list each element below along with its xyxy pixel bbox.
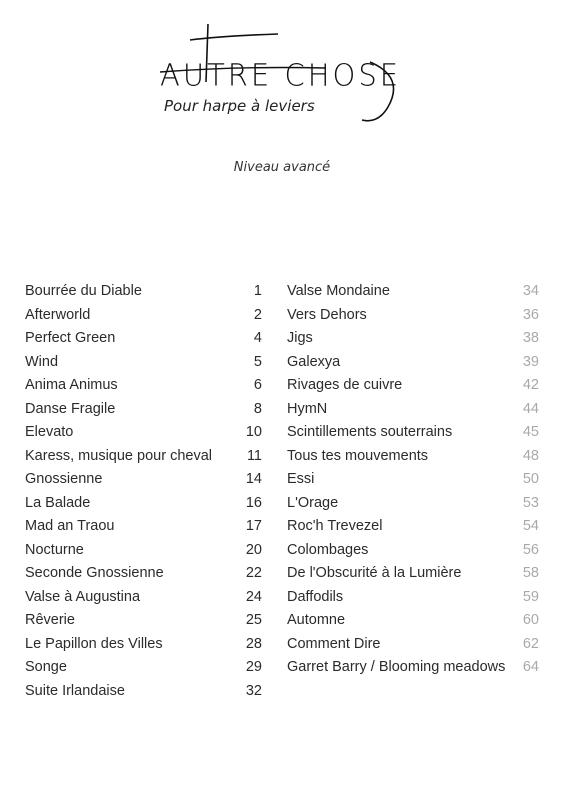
toc-entry-page: 62 [522,635,539,652]
toc-entry [287,304,539,328]
toc-entry-page: 38 [522,330,539,346]
toc-entry-page: 17 [245,518,262,534]
toc-entry-title: Suite Irlandaise [25,682,125,699]
toc-entry-title: Galexya [287,353,341,370]
toc-entry [25,351,262,375]
toc-entry-title: L'Orage [287,494,339,511]
toc-entry-page: 32 [245,682,262,699]
toc-entry-page: 53 [522,494,539,511]
toc-entry-page: 11 [246,447,262,464]
toc-entry [25,327,262,351]
toc-entry-page: 6 [253,377,262,393]
toc-entry-title: Karess, musique pour cheval [25,447,212,464]
toc-entry-page: 45 [522,424,539,440]
toc-entry-page: 25 [245,612,262,628]
toc-entry [287,562,539,586]
toc-entry-page: 29 [245,659,262,675]
toc-entry-title: Anima Animus [25,377,118,393]
toc-entry-title: Rêverie [25,612,75,628]
toc-entry-page: 54 [522,518,539,534]
toc-entry-page: 8 [253,400,262,417]
toc-entry [25,445,262,469]
toc-entry [25,468,262,492]
toc-entry-title: Automne [287,612,346,628]
toc-entry [25,280,262,304]
toc-entry-title: La Balade [25,494,91,511]
toc-entry-title: Comment Dire [287,635,381,652]
toc-entry-title: Danse Fragile [25,400,116,417]
toc-entry-title: Perfect Green [25,330,116,346]
toc-entry-page: 50 [522,471,539,487]
toc-entry [25,304,262,328]
toc-entry [25,374,262,398]
toc-entry-title: Gnossienne [25,471,103,487]
toc-entry-page: 56 [522,541,539,558]
toc-entry-page: 5 [253,353,262,370]
toc-entry-title: Scintillements souterrains [287,424,453,440]
toc-entry-page: 39 [522,353,539,370]
toc-entry-page: 58 [522,565,539,581]
toc-entry-title: Afterworld [25,306,91,323]
toc-entry [25,609,262,633]
toc-entry-page: 42 [522,377,539,393]
toc-entry-title: Valse à Augustina [25,588,141,605]
toc-entry-page: 10 [245,424,262,440]
toc-entry [287,468,539,492]
toc-entry-page: 22 [245,565,262,581]
toc-entry-title: Elevato [25,424,74,440]
toc-entry-page: 48 [522,447,539,464]
toc-entry [287,374,539,398]
toc-entry [287,656,539,680]
toc-entry [287,515,539,539]
toc-entry-title: Jigs [287,330,313,346]
logo-subtitle: Pour harpe à leviers [164,97,315,115]
toc-entry-page: 4 [253,330,262,346]
toc-entry-title: Wind [25,353,59,370]
level-heading: Niveau avancé [233,160,331,175]
toc-entry-title: Seconde Gnossienne [25,565,164,581]
toc-entry-page: 44 [522,400,539,417]
toc-entry-page: 34 [522,283,539,299]
toc-entry [25,562,262,586]
toc-entry-page: 14 [245,471,262,487]
toc-left-column [25,280,262,703]
toc-entry-title: De l'Obscurité à la Lumière [287,565,462,581]
toc-entry-page: 20 [245,541,262,558]
toc-entry [287,539,539,563]
toc-entry-title: Nocturne [25,541,84,558]
toc-entry [25,656,262,680]
toc-entry-page: 1 [253,283,262,299]
toc-entry [25,586,262,610]
toc-entry-page: 2 [253,306,262,323]
toc-entry [25,398,262,422]
toc-entry-page: 28 [245,635,262,652]
toc-entry-title: Garret Barry / Blooming meadows [287,659,506,675]
toc-entry [25,421,262,445]
toc-entry-title: Tous tes mouvements [287,447,429,464]
toc-entry-title: Songe [25,659,67,675]
toc-entry [25,515,262,539]
toc-entry-title: Valse Mondaine [287,283,390,299]
toc-entry [287,445,539,469]
toc-entry-title: Bourrée du Diable [25,283,142,299]
toc-entry-title: Vers Dehors [287,306,367,323]
logo-title: AUTRE CHOSE [160,57,402,93]
toc-entry [25,539,262,563]
toc-entry [25,680,262,704]
toc-entry-title: Rivages de cuivre [287,377,403,393]
toc-entry-title: HymN [287,400,328,417]
toc-entry [287,586,539,610]
toc-entry [287,398,539,422]
toc-entry-title: Colombages [287,541,369,558]
toc-entry [287,609,539,633]
toc-entry [287,327,539,351]
toc-entry-title: Le Papillon des Villes [25,635,163,652]
toc-right-column [287,280,539,680]
toc-entry [287,633,539,657]
toc-entry [287,492,539,516]
toc-entry [25,633,262,657]
toc-entry-title: Daffodils [287,588,344,605]
toc-entry [287,280,539,304]
toc-entry-page: 64 [522,659,539,675]
toc-entry-page: 16 [245,494,262,511]
toc-entry-title: Roc'h Trevezel [287,518,383,534]
toc-entry [287,421,539,445]
toc-entry [287,351,539,375]
toc-entry-page: 36 [522,306,539,323]
toc-entry-page: 60 [522,612,539,628]
logo [150,22,410,132]
toc-entry-page: 59 [522,588,539,605]
toc-entry-title: Essi [287,471,315,487]
toc-entry-title: Mad an Traou [25,518,115,534]
toc-entry-page: 24 [245,588,262,605]
toc-entry [25,492,262,516]
